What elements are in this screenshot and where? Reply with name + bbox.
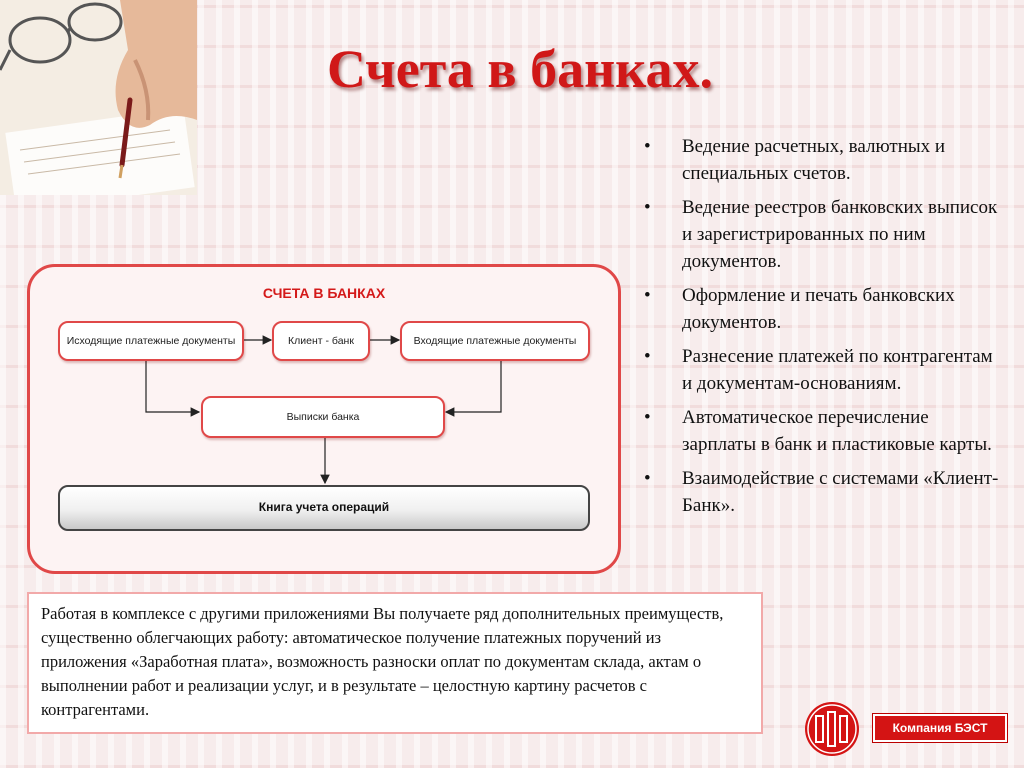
- node-label: Клиент - банк: [288, 334, 354, 347]
- company-badge: Компания БЭСТ: [873, 714, 1007, 742]
- node-label: Выписки банка: [286, 410, 360, 423]
- company-logo-icon: [803, 700, 861, 758]
- feature-list-item: [640, 343, 1000, 397]
- bullet-icon: •: [644, 285, 651, 306]
- bullet-icon: •: [644, 407, 651, 428]
- feature-list-item: [640, 194, 1000, 275]
- node-incoming-documents: [400, 321, 590, 361]
- feature-text: Автоматическое перечисление зарплаты в банк и пластиковые карты.: [682, 407, 992, 455]
- feature-text: Взаимодействие с системами «Клиент-Банк».: [682, 468, 999, 516]
- bullet-icon: •: [644, 197, 651, 218]
- bullet-icon: •: [644, 136, 651, 157]
- info-text-box: Работая в комплексе с другими приложениями Вы получаете ряд дополнительных преимуществ, существенно облегчающих работу: автоматическое получение платежных поручений из приложения «Заработная плата», возможность разноски оплат по документам склада, актам о выполнении работ и реализации услуг, и в результате – целостную картину расчетов с контрагентами.: [27, 592, 763, 734]
- feature-list-item: [640, 465, 1000, 519]
- node-label: Входящие платежные документы: [413, 334, 577, 347]
- hand-glasses-pen-icon: [0, 0, 197, 195]
- bank-accounts-diagram: [27, 264, 621, 574]
- bullet-icon: •: [644, 468, 651, 489]
- node-outgoing-documents: [58, 321, 244, 361]
- feature-text: Ведение реестров банковских выписок и зарегистрированных по ним документов.: [682, 197, 998, 272]
- header-photo: [0, 0, 197, 195]
- feature-list-item: [640, 404, 1000, 458]
- node-bank-statements: [201, 396, 445, 438]
- feature-list: [640, 133, 1000, 526]
- arrow-outgoing-to-statements: [146, 361, 199, 412]
- node-client-bank: [272, 321, 370, 361]
- diagram-title: СЧЕТА В БАНКАХ: [262, 285, 386, 301]
- feature-text: Ведение расчетных, валютных и специальных счетов.: [682, 136, 946, 184]
- node-label: Исходящие платежные документы: [66, 334, 236, 347]
- feature-list-item: [640, 133, 1000, 187]
- node-operations-book: Книга учета операций: [58, 485, 590, 531]
- feature-text: Оформление и печать банковских документов.: [682, 285, 955, 333]
- feature-list-item: [640, 282, 1000, 336]
- slide-title: Счета в банках.: [327, 39, 713, 99]
- arrow-incoming-to-statements: [446, 361, 501, 412]
- bullet-icon: •: [644, 346, 651, 367]
- feature-text: Разнесение платежей по контрагентам и документам-основаниям.: [682, 346, 993, 394]
